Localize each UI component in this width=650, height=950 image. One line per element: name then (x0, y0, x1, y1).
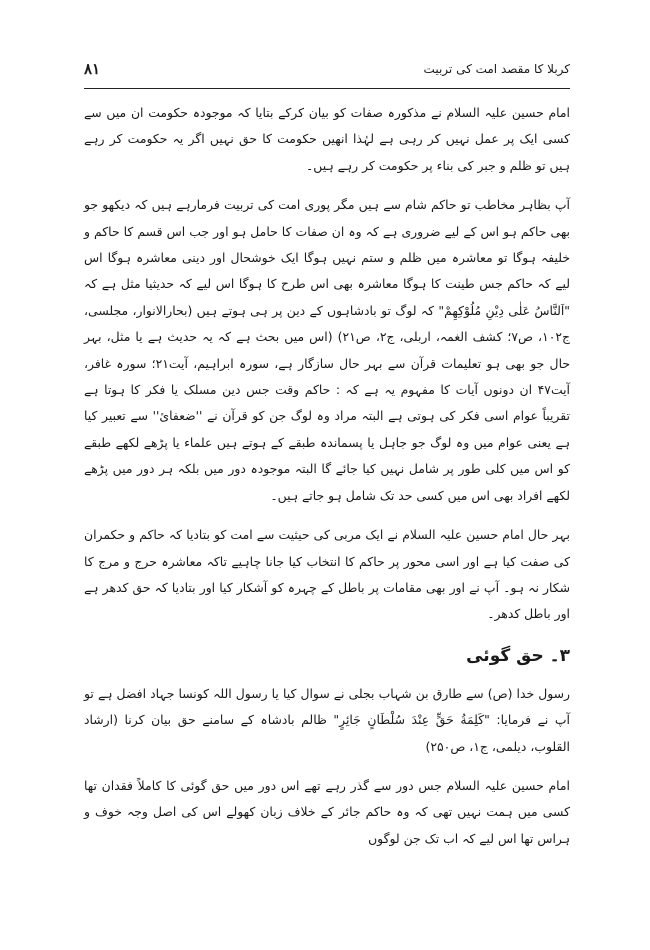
paragraph: رسول خدا (ص) سے طارق بن شہاب بجلی نے سوال کیا یا رسول اللہ کونسا جہاد افضل ہے تو آپ نے فرمایا: "کَلِمَةُ حَقٍّ عِنْدَ سُلْطَانٍ جَائِرٍ" ظالم بادشاہ کے سامنے حق بیان کرنا (ارشاد القلوب، دیلمی، ج۱، ص۲۵۰) (84, 685, 570, 754)
paragraph: امام حسین علیہ السلام نے مذکورہ صفات کو بیان کرکے بتایا کہ موجودہ حکومت ان میں سے کسی ایک پر عمل نہیں کر رہی ہے لہٰذا انھیں حکومت کا حق نہیں اگر یہ حکومت کر رہے ہیں تو ظلم و جبر کی بناء پر حکومت کر رہے ہیں۔ (84, 105, 570, 173)
header-rule (84, 88, 570, 89)
paragraph: آپ بظاہر مخاطب تو حاکم شام سے ہیں مگر پوری امت کی تربیت فرمارہے ہیں کہ دیکھو جو بھی حاکم ہو اس کے لیے ضروری ہے کہ وہ ان صفات کا حامل ہو اور جب اس قسم کا حاکم و خلیفہ ہوگا تو معاشرہ میں ظلم و ستم نہیں ہوگا ایک خوشحال اور دینی معاشرہ ہوگا اس لیے کہ حاکم جس طینت کا ہوگا معاشرہ بھی اس طرح کا ہوگا اس لیے کہ حدیثیا مثل ہے کہ "اَلنَّاسُ عَلٰی دِیْنِ مُلُوْکِهِمْ" کہ لوگ تو بادشاہوں کے دین پر ہی ہوتے ہیں (بحارالانوار، مجلسی، ج۱۰۲، ص۷؛ کشف الغمہ، اربلی، ج۲، ص۲۱) (اس میں بحث ہے کہ یہ حدیث ہے یا مثل، بہر حال جو بھی ہو تعلیمات قرآن سے بہر حال سازگار ہے، سورہ ابراہیم، آیت۲۱؛ سورہ غافر، آیت۴۷ ان دونوں آیات کا مفہوم یہ ہے کہ : حاکم وقت جس دین مسلک یا فکر کا ہوتا ہے تقریباً عوام اسی فکر کی ہوتی ہے البتہ مراد وہ لوگ جن کو قرآن نے ''ضعفائ'' سے تعبیر کیا ہے یعنی عوام میں وہ لوگ جو جاہل یا پسماندہ طبقے کے ہوتے ہیں علماء یا پڑھے لکھے طبقے کو اس میں کلی طور پر شامل نہیں کیا جائے گا البتہ موجودہ دور میں بلکہ ہر دور میں پڑھے لکھے افراد بھی اس میں کسی حد تک شامل ہو جاتے ہیں۔ (84, 197, 571, 503)
running-title: کربلا کا مقصد امت کی تربیت (423, 62, 570, 76)
section-heading: ۳۔ حق گوئی (466, 645, 570, 666)
page-body (84, 100, 570, 865)
paragraph: بہر حال امام حسین علیہ السلام نے ایک مربی کی حیثیت سے امت کو بتادیا کہ حاکم و حکمران کی صفت کیا ہے اور اسی محور پر حاکم کا انتخاب کیا جانا چاہیے تاکہ معاشرہ حرج و مرج کا شکار نہ ہو۔ آپ نے اور بھی مقامات پر باطل کے چہرہ کو آشکار کیا اور بتادیا کہ حق کدھر ہے اور باطل کدھر۔ (84, 527, 570, 622)
paragraph: امام حسین علیہ السلام جس دور سے گذر رہے تھے اس دور میں حق گوئی کا کاملاً فقدان تھا کسی میں ہمت نہیں تھی کہ وہ حاکم جائر کے خلاف زبان کھولے اس کی اصل وجہ خوف و ہراس تھا اس لیے کہ اب تک جن لوگوں (84, 777, 570, 846)
page-number: ۸۱ (84, 60, 101, 78)
page-header (84, 58, 570, 86)
